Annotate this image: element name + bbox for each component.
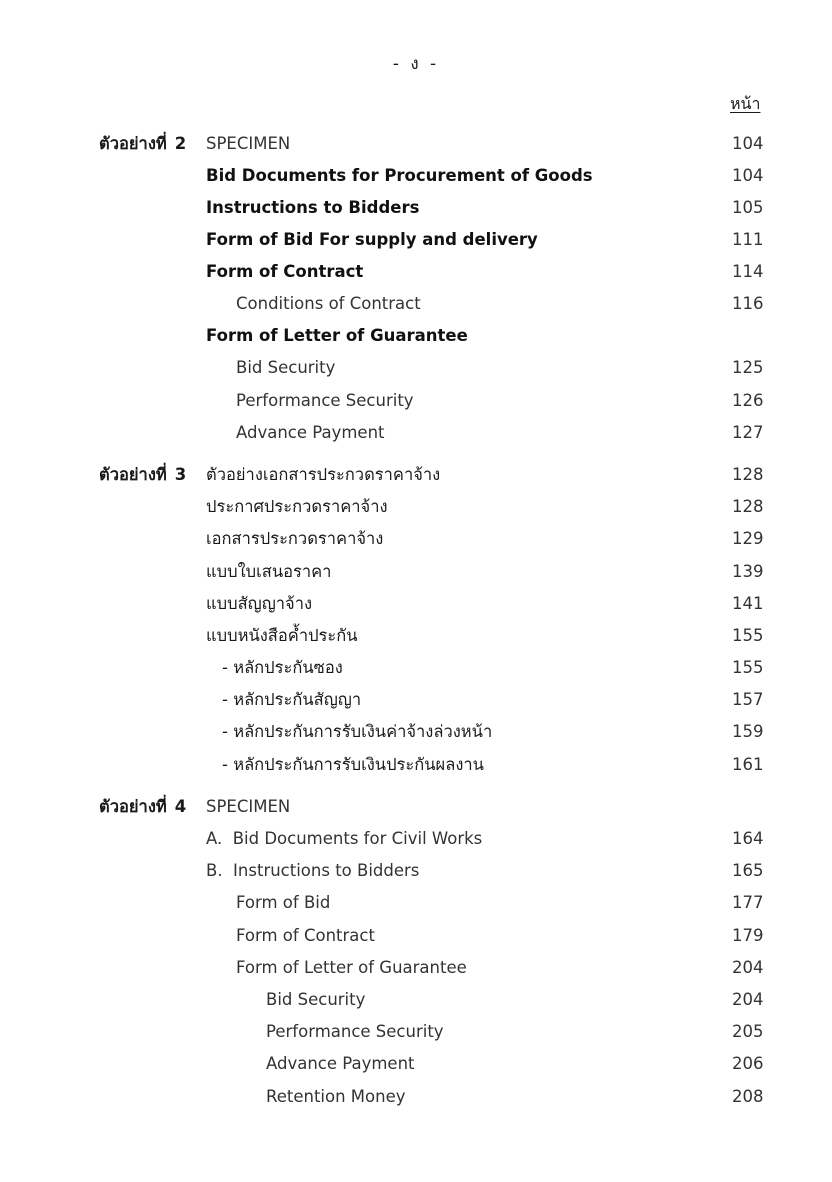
toc-row[interactable]	[0, 588, 832, 620]
toc-row[interactable]	[0, 652, 832, 684]
toc-row[interactable]	[0, 716, 832, 748]
toc-entry-page: 165	[732, 861, 764, 880]
toc-entry-title: Instructions to Bidders	[206, 198, 420, 217]
toc-row[interactable]	[0, 749, 832, 781]
toc-entry-title: SPECIMEN	[206, 797, 291, 816]
toc-row[interactable]	[0, 556, 832, 588]
toc-entry-title: - หลักประกันการรับเงินประกันผลงาน	[222, 755, 484, 774]
toc-entry-page: 114	[732, 262, 764, 281]
toc-entry-page: 105	[732, 198, 764, 217]
toc-entry-title: Performance Security	[236, 391, 414, 410]
toc-entry-title: เอกสารประกวดราคาจ้าง	[206, 529, 384, 548]
toc-row[interactable]	[0, 523, 832, 555]
toc-row[interactable]	[0, 491, 832, 523]
toc-entry-title: - หลักประกันการรับเงินค่าจ้างล่วงหน้า	[222, 722, 493, 741]
toc-entry-page: 164	[732, 829, 764, 848]
toc-entry-page: 155	[732, 658, 764, 677]
toc-row[interactable]	[0, 192, 832, 224]
toc-row[interactable]	[0, 620, 832, 652]
toc-entry-title: ประกาศประกวดราคาจ้าง	[206, 497, 388, 516]
toc-entry-title: Advance Payment	[266, 1054, 415, 1073]
toc-row[interactable]	[0, 320, 832, 352]
toc-entry-page: 104	[732, 134, 764, 153]
toc-entry-page: 125	[732, 358, 764, 377]
toc-row[interactable]	[0, 1016, 832, 1048]
page-column-header: หน้า	[730, 94, 761, 113]
toc-entry-title: Form of Letter of Guarantee	[206, 326, 468, 345]
toc-entry-page: 128	[732, 497, 764, 516]
toc-row[interactable]	[0, 952, 832, 984]
toc-entry-page: 126	[732, 391, 764, 410]
toc-row[interactable]	[0, 1081, 832, 1113]
toc-entry-title: Performance Security	[266, 1022, 444, 1041]
toc-entry-title: Form of Bid	[236, 893, 331, 912]
toc-entry-page: 159	[732, 722, 764, 741]
toc-entry-page: 116	[732, 294, 764, 313]
toc-entry-title: Retention Money	[266, 1087, 406, 1106]
toc-row[interactable]	[0, 920, 832, 952]
toc-row[interactable]	[0, 417, 832, 449]
toc-entry-title: Advance Payment	[236, 423, 385, 442]
toc-row[interactable]	[0, 352, 832, 384]
toc-entry-page: 141	[732, 594, 764, 613]
toc-entry-page: 155	[732, 626, 764, 645]
toc-row[interactable]	[0, 684, 832, 716]
toc-row[interactable]	[0, 855, 832, 887]
toc-row[interactable]	[0, 160, 832, 192]
toc-entry-page: 204	[732, 990, 764, 1009]
toc-entry-page: 127	[732, 423, 764, 442]
toc-row[interactable]	[0, 256, 832, 288]
toc-entry-page: 205	[732, 1022, 764, 1041]
toc-row[interactable]	[0, 887, 832, 919]
toc-entry-title: A. Bid Documents for Civil Works	[206, 829, 483, 848]
section-prefix: ตัวอย่างที่ 4	[99, 797, 187, 816]
toc-entry-page: 206	[732, 1054, 764, 1073]
toc-row[interactable]	[0, 224, 832, 256]
toc-entry-title: SPECIMEN	[206, 134, 291, 153]
toc-row[interactable]	[0, 385, 832, 417]
toc-entry-title: - หลักประกันซอง	[222, 658, 343, 677]
toc-entry-title: ตัวอย่างเอกสารประกวดราคาจ้าง	[206, 465, 441, 484]
toc-entry-title: B. Instructions to Bidders	[206, 861, 420, 880]
toc-entry-title: Bid Security	[236, 358, 336, 377]
page-number: - ง -	[392, 54, 440, 74]
toc-row[interactable]	[0, 1048, 832, 1080]
toc-entry-page: 161	[732, 755, 764, 774]
toc-row[interactable]	[0, 791, 832, 823]
toc-entry-title: แบบใบเสนอราคา	[206, 562, 332, 581]
toc-entry-page: 157	[732, 690, 764, 709]
toc-row[interactable]	[0, 128, 832, 160]
toc-row[interactable]	[0, 823, 832, 855]
toc-entry-title: แบบหนังสือค้ำประกัน	[206, 626, 358, 645]
section-prefix: ตัวอย่างที่ 3	[99, 465, 187, 484]
toc-row[interactable]	[0, 984, 832, 1016]
toc-row[interactable]	[0, 288, 832, 320]
toc-entry-page: 204	[732, 958, 764, 977]
toc-entry-title: แบบสัญญาจ้าง	[206, 594, 313, 613]
section-prefix: ตัวอย่างที่ 2	[99, 134, 187, 153]
toc-entry-page: 208	[732, 1087, 764, 1106]
toc-entry-title: Form of Bid For supply and delivery	[206, 230, 538, 249]
toc-entry-page: 177	[732, 893, 764, 912]
toc-entry-title: Form of Letter of Guarantee	[236, 958, 467, 977]
toc-row[interactable]	[0, 459, 832, 491]
toc-entry-title: Form of Contract	[236, 926, 375, 945]
toc-entry-title: Form of Contract	[206, 262, 364, 281]
toc-entry-page: 129	[732, 529, 764, 548]
toc-entry-title: Bid Documents for Procurement of Goods	[206, 166, 593, 185]
toc-entry-title: Conditions of Contract	[236, 294, 421, 313]
toc-entry-page: 104	[732, 166, 764, 185]
toc-entry-page: 139	[732, 562, 764, 581]
toc-entry-page: 111	[732, 230, 764, 249]
toc-entry-title: Bid Security	[266, 990, 366, 1009]
toc-entry-page: 128	[732, 465, 764, 484]
toc-entry-page: 179	[732, 926, 764, 945]
toc-entry-title: - หลักประกันสัญญา	[222, 690, 362, 709]
